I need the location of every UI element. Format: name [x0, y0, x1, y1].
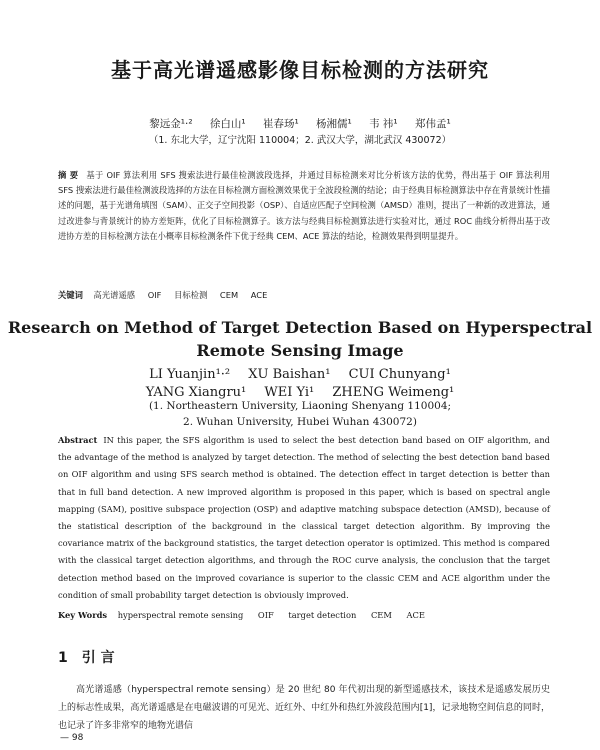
introduction-paragraph: 高光谱遥感（hyperspectral remote sensing）是 20 世纪 80 年代初出现的新型遥感技术，该技术是遥感发展历史上的标志性成果，高光谱遥感是在电磁波谱的可见光、近红外、中红外和热红外波段范围内[1]，记录地物空间信息的同时，也记录了许多非常窄的地物光谱信	[58, 685, 550, 731]
author: WEI Yi¹	[264, 385, 315, 400]
author: 杨湘儒¹	[316, 118, 352, 130]
english-affiliation	[0, 398, 600, 430]
english-authors	[0, 366, 600, 402]
chinese-keywords	[58, 289, 550, 301]
english-title: Research on Method of Target Detection Based on Hyperspectral Remote Sensing Image	[7, 318, 593, 360]
section-title: 引 言	[81, 650, 115, 666]
chinese-keywords-label: 关键词	[58, 290, 83, 300]
author: 黎远金¹·²	[149, 118, 193, 130]
keyword: CEM	[219, 290, 239, 300]
chinese-title: 基于高光谱遥感影像目标检测的方法研究	[111, 58, 489, 82]
section-heading	[58, 647, 115, 667]
author: 徐白山¹	[209, 118, 246, 130]
keyword: ACE	[250, 290, 268, 300]
keyword: CEM	[370, 610, 392, 620]
author: LI Yuanjin¹·²	[149, 367, 231, 382]
english-abstract-label: Abstract	[58, 435, 98, 445]
author: XU Baishan¹	[248, 367, 331, 382]
keyword: hyperspectral remote sensing	[117, 610, 244, 620]
author: CUI Chunyang¹	[348, 367, 451, 382]
english-keywords-label: Key Words	[58, 610, 108, 620]
keyword: 高光谱遥感	[93, 290, 136, 300]
keyword: 目标检测	[174, 290, 208, 300]
section-number: 1	[58, 650, 68, 666]
chinese-abstract	[58, 168, 550, 244]
chinese-affiliation: （1. 东北大学，辽宁沈阳 110004；2. 武汉大学，湖北武汉 430072）	[148, 135, 452, 146]
keyword: OIF	[147, 290, 162, 300]
author: YANG Xiangru¹	[145, 385, 247, 400]
english-abstract-text: IN this paper, the SFS algorithm is used to select the best detection band based on OIF algorithm, and the advantage of the method is analyzed by target detection. The method of selecting the best detection band based on OIF algorithm and using SFS search method is obtained. The detection effect in target detection is better than that in full band detection. A new improved algorithm is proposed in this paper, which is based on spectral angle mapping (SAM), positive subspace projection (OSP) and adaptive matching subspace detection (AMSD), because of the statistical description of the background in the classical target detection algorithm. By improving the covariance matrix of the background statistics, the target detection operator is optimized. This method is compared with the classical target detection algorithms, and through the ROC curve analysis, the conclusion that the target detection method based on the improved covariance is superior to the classic CEM and ACE algorithm under the condition of small probability target detection is obviously improved.	[58, 435, 550, 600]
chinese-authors	[0, 117, 600, 131]
keyword: ACE	[406, 610, 425, 620]
author: 崔春玚¹	[262, 118, 299, 130]
english-affiliation-line-1: (1. Northeastern University, Liaoning Shenyang 110004;	[148, 400, 452, 412]
chinese-abstract-text: 基于 OIF 算法利用 SFS 搜索法进行最佳检测波段选择，并通过目标检测来对比分析该方法的优势，得出基于 OIF 算法利用 SFS 搜索法进行最佳检测波段选择的方法在目标检测方面检测效果优于全波段检测的结论；由于经典目标检测算法中存在背景统计性描述的问题，基于光谱角填图（SAM）、正交子空间投影（OSP）、自适应匹配子空间检测（AMSD）准则，提出了一种新的改进算法，通过改进参与背景统计的协方差矩阵，优化了目标检测算子。该方法与经典目标检测算法进行实验对比，通过 ROC 曲线分析得出基于改进协方差的目标检测方法在小概率目标检测条件下优于经典 CEM、ACE 算法的结论，检测效果得到明显提升。	[58, 170, 550, 241]
page-number: — 98	[60, 733, 84, 743]
keyword: target detection	[288, 610, 357, 620]
english-affiliation-line-2: 2. Wuhan University, Hubei Wuhan 430072)	[183, 416, 417, 428]
english-abstract	[58, 432, 550, 604]
keyword: OIF	[257, 610, 274, 620]
author: 郑伟孟¹	[414, 118, 451, 130]
author: ZHENG Weimeng¹	[332, 385, 455, 400]
chinese-abstract-label: 摘 要	[58, 170, 79, 180]
english-authors-line-1	[0, 366, 600, 384]
english-keywords	[58, 609, 550, 621]
author: 韦 祎¹	[369, 118, 398, 130]
